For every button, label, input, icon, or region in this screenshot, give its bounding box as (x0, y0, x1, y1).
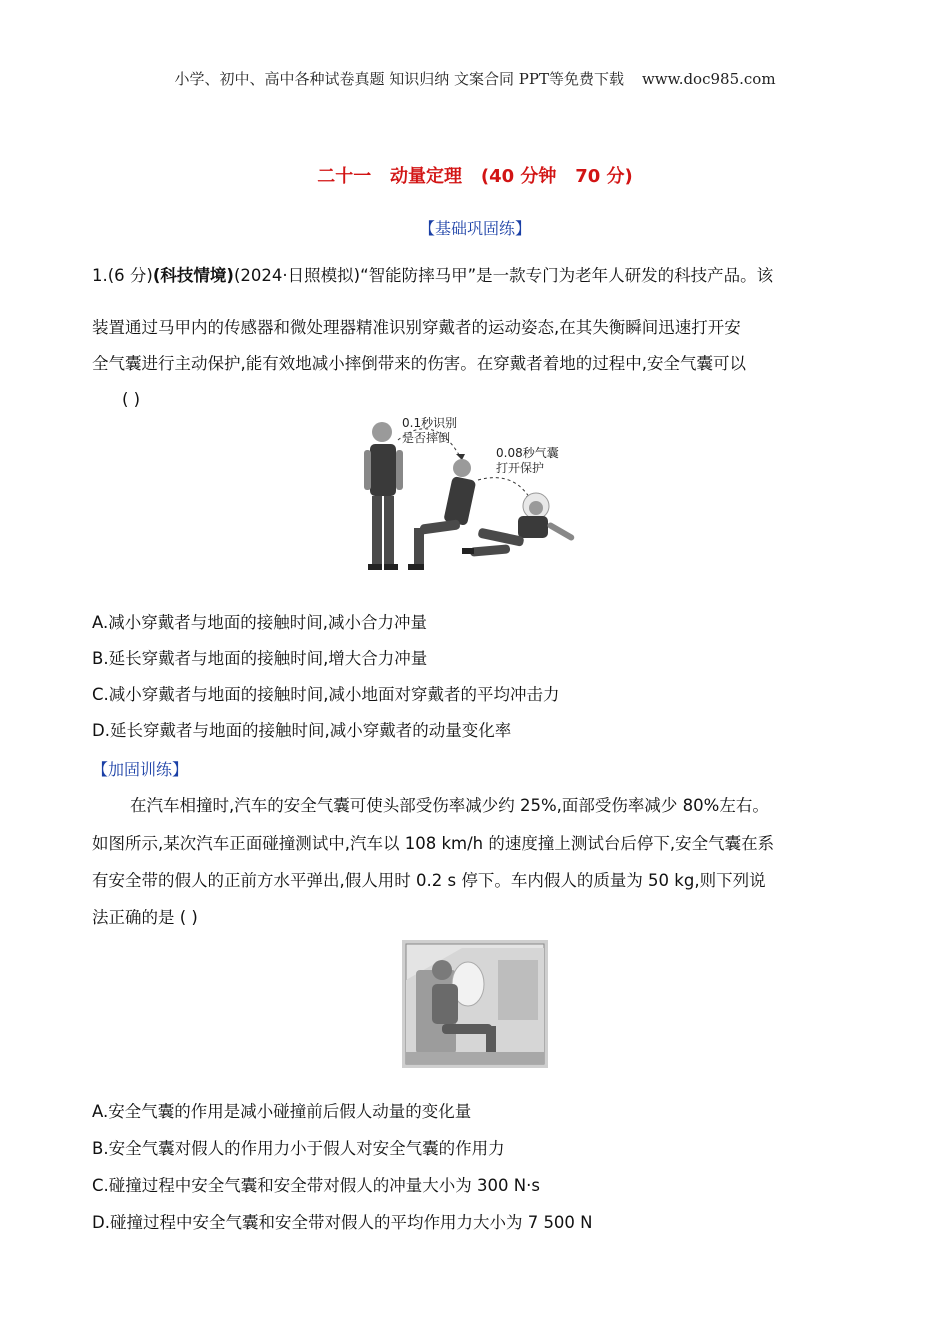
crash-test-figure (402, 940, 548, 1068)
q1-tag: (科技情境) (152, 266, 234, 285)
figure-label-airbag-line2: 打开保护 (496, 461, 545, 475)
figure-label-detect-line1: 0.1秒识别 (402, 416, 458, 430)
header-text: 小学、初中、高中各种试卷真题 知识归纳 文案合同 PPT等免费下载 (174, 70, 624, 88)
figure-label-detect-line2: 是否摔倒 (402, 431, 451, 445)
q1-text1: (2024·日照模拟)“智能防摔马甲”是一款专门为老年人研发的科技产品。该 (233, 266, 774, 285)
q2-line4: 法正确的是 ( ) (92, 908, 198, 927)
section-basic-heading: 【基础巩固练】 (418, 219, 531, 238)
q1-answer-bracket: ( ) (122, 390, 141, 409)
q2-option-b: B.安全气囊对假人的作用力小于假人对安全气囊的作用力 (92, 1139, 505, 1158)
q2-line3: 有安全带的假人的正前方水平弹出,假人用时 0.2 s 停下。车内假人的质量为 50 kg,则下列说 (92, 871, 766, 890)
standing-person (364, 422, 403, 570)
section-strengthen-heading: 【加固训练】 (92, 760, 189, 779)
header-site: www.doc985.com (641, 70, 776, 88)
vest-illustration (350, 410, 600, 582)
q1-option-b: B.延长穿戴者与地面的接触时间,增大合力冲量 (92, 649, 428, 668)
q1-line2: 装置通过马甲内的传感器和微处理器精准识别穿戴者的运动姿态,在其失衡瞬间迅速打开安 (92, 318, 741, 337)
q1-line3: 全气囊进行主动保护,能有效地减小摔倒带来的伤害。在穿戴者着地的过程中,安全气囊可以 (92, 354, 746, 373)
q1-line1 (92, 262, 862, 286)
page-title: 二十一 动量定理 (40 分钟 70 分) (317, 166, 633, 187)
vest-figure (350, 410, 600, 582)
q1-option-d: D.延长穿戴者与地面的接触时间,减小穿戴者的动量变化率 (92, 721, 512, 740)
q2-option-a: A.安全气囊的作用是减小碰撞前后假人动量的变化量 (92, 1102, 472, 1121)
figure-label-airbag (496, 446, 559, 476)
crash-test-illustration (402, 940, 548, 1068)
figure-label-detect (402, 416, 457, 446)
lying-person-airbag (462, 493, 575, 557)
figure-label-airbag-line1: 0.08秒气囊 (496, 446, 559, 460)
q2-line2: 如图所示,某次汽车正面碰撞测试中,汽车以 108 km/h 的速度撞上测试台后停下,安全气囊在系 (92, 834, 775, 853)
q2-option-c: C.碰撞过程中安全气囊和安全带对假人的冲量大小为 300 N·s (92, 1176, 540, 1195)
q1-option-c: C.减小穿戴者与地面的接触时间,减小地面对穿戴者的平均冲击力 (92, 685, 560, 704)
page-header (0, 68, 950, 89)
q2-option-d: D.碰撞过程中安全气囊和安全带对假人的平均作用力大小为 7 500 N (92, 1213, 593, 1232)
q1-option-a: A.减小穿戴者与地面的接触时间,减小合力冲量 (92, 613, 427, 632)
q1-prefix: 1.(6 分) (92, 266, 153, 285)
q2-line1: 在汽车相撞时,汽车的安全气囊可使头部受伤率减少约 25%,面部受伤率减少 80%左右。 (130, 796, 769, 815)
